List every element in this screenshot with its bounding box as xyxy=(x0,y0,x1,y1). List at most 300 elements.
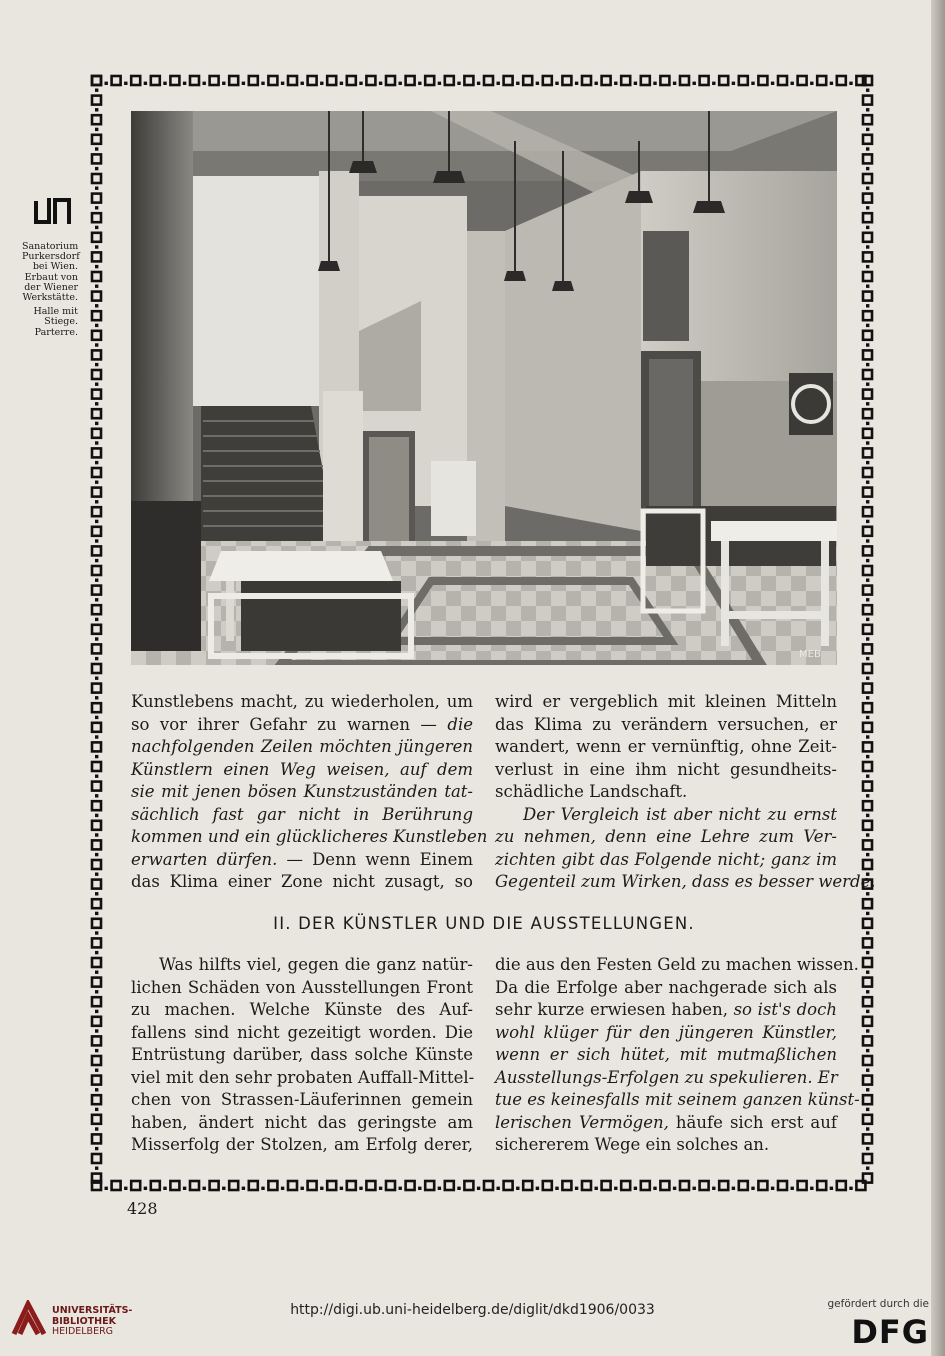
border-dot xyxy=(438,82,441,85)
border-dot xyxy=(418,1187,421,1190)
border-square xyxy=(445,1181,454,1190)
library-line: BIBLIOTHEK xyxy=(52,1315,116,1327)
border-square xyxy=(92,978,101,987)
border-square xyxy=(863,135,872,144)
text-line: zu nehmen, denn eine Lehre zum Ver- xyxy=(495,827,837,846)
border-square xyxy=(92,135,101,144)
border-square xyxy=(863,742,872,751)
caption-line: Purkersdorf xyxy=(22,251,80,263)
border-dot xyxy=(222,1187,225,1190)
border-dot xyxy=(95,304,98,307)
border-square xyxy=(92,194,101,203)
border-dot xyxy=(95,539,98,542)
border-dot xyxy=(866,716,869,719)
border-dot xyxy=(457,1187,460,1190)
border-dot xyxy=(866,853,869,856)
border-square xyxy=(543,76,552,85)
border-dot xyxy=(866,500,869,503)
border-square xyxy=(863,252,872,261)
border-dot xyxy=(379,1187,382,1190)
border-square xyxy=(386,1181,395,1190)
border-dot xyxy=(242,1187,245,1190)
border-square xyxy=(817,76,826,85)
border-square xyxy=(798,1181,807,1190)
border-dot xyxy=(866,1108,869,1111)
funded-by-label: gefördert durch die xyxy=(827,1298,929,1310)
border-square xyxy=(837,1181,846,1190)
border-square xyxy=(863,840,872,849)
border-dot xyxy=(866,971,869,974)
border-dot xyxy=(614,82,617,85)
border-square xyxy=(92,723,101,732)
border-dot xyxy=(95,1088,98,1091)
border-square xyxy=(92,448,101,457)
border-square xyxy=(863,1095,872,1104)
border-dot xyxy=(791,1187,794,1190)
border-dot xyxy=(866,265,869,268)
border-square xyxy=(92,96,101,105)
border-dot xyxy=(95,657,98,660)
border-square xyxy=(92,370,101,379)
border-square xyxy=(92,213,101,222)
border-dot xyxy=(866,206,869,209)
border-dot xyxy=(95,637,98,640)
border-square xyxy=(92,625,101,634)
border-square xyxy=(863,605,872,614)
border-dot xyxy=(830,82,833,85)
border-dot xyxy=(497,82,500,85)
border-dot xyxy=(866,383,869,386)
border-square xyxy=(92,507,101,516)
border-square xyxy=(92,252,101,261)
border-dot xyxy=(866,363,869,366)
border-dot xyxy=(281,82,284,85)
border-dot xyxy=(95,461,98,464)
text-line: wandert, wenn er vernünftig, ohne Zeit- xyxy=(495,737,837,756)
border-square xyxy=(92,958,101,967)
border-dot xyxy=(751,1187,754,1190)
border-square xyxy=(863,194,872,203)
text-line: viel mit den sehr probaten Auffall-Mittel- xyxy=(131,1067,475,1087)
border-square xyxy=(863,292,872,301)
border-dot xyxy=(95,716,98,719)
border-square xyxy=(863,644,872,653)
border-square xyxy=(92,115,101,124)
border-square xyxy=(406,1181,415,1190)
border-dot xyxy=(163,82,166,85)
border-square xyxy=(863,429,872,438)
border-square xyxy=(92,154,101,163)
border-dot xyxy=(866,245,869,248)
border-square xyxy=(464,1181,473,1190)
border-square xyxy=(190,1181,199,1190)
border-dot xyxy=(95,951,98,954)
border-dot xyxy=(95,265,98,268)
border-dot xyxy=(95,990,98,993)
border-square xyxy=(425,1181,434,1190)
border-dot xyxy=(516,82,519,85)
text-line: tue es keinesfalls mit seinem ganzen künst- xyxy=(495,1090,860,1109)
border-square xyxy=(863,919,872,928)
border-dot xyxy=(301,82,304,85)
text-line: sehr kurze erwiesen haben, so ist's doch xyxy=(495,1000,837,1019)
text-line: Der Vergleich ist aber nicht zu ernst xyxy=(523,804,837,824)
border-dot xyxy=(866,1088,869,1091)
border-dot xyxy=(866,598,869,601)
border-dot xyxy=(95,971,98,974)
border-dot xyxy=(866,1127,869,1130)
text-line: zu machen. Welche Künste des Auf- xyxy=(131,1000,473,1019)
border-dot xyxy=(95,1069,98,1072)
border-square xyxy=(92,546,101,555)
border-dot xyxy=(95,108,98,111)
border-dot xyxy=(95,285,98,288)
border-square xyxy=(170,1181,179,1190)
border-square xyxy=(700,1181,709,1190)
border-square xyxy=(190,76,199,85)
border-square xyxy=(92,174,101,183)
border-square xyxy=(863,331,872,340)
border-square xyxy=(863,664,872,673)
text-line: schädliche Landschaft. xyxy=(495,782,688,801)
border-square xyxy=(308,76,317,85)
border-dot xyxy=(497,1187,500,1190)
border-dot xyxy=(95,89,98,92)
border-dot xyxy=(95,324,98,327)
border-square xyxy=(484,1181,493,1190)
border-dot xyxy=(281,1187,284,1190)
border-dot xyxy=(124,82,127,85)
border-dot xyxy=(144,1187,147,1190)
border-square xyxy=(92,566,101,575)
border-dot xyxy=(673,82,676,85)
border-square xyxy=(863,448,872,457)
border-square xyxy=(660,1181,669,1190)
border-dot xyxy=(866,128,869,131)
border-dot xyxy=(95,579,98,582)
border-dot xyxy=(95,167,98,170)
border-dot xyxy=(866,285,869,288)
border-dot xyxy=(144,82,147,85)
caption-line: Werkstätte. xyxy=(22,292,78,304)
border-square xyxy=(863,978,872,987)
border-dot xyxy=(866,637,869,640)
border-square xyxy=(92,1095,101,1104)
border-square xyxy=(92,644,101,653)
border-dot xyxy=(866,618,869,621)
border-square xyxy=(229,76,238,85)
border-dot xyxy=(359,82,362,85)
border-dot xyxy=(866,1029,869,1032)
text-line: so vor ihrer Gefahr zu warnen — die xyxy=(131,714,473,734)
border-square xyxy=(778,1181,787,1190)
text-line: chen von Strassen-Läuferinnen gemein xyxy=(131,1090,473,1109)
border-dot xyxy=(791,82,794,85)
border-dot xyxy=(866,402,869,405)
caption-line: Stiege. xyxy=(44,316,78,328)
border-dot xyxy=(203,82,206,85)
border-square xyxy=(406,76,415,85)
border-square xyxy=(92,742,101,751)
border-square xyxy=(700,76,709,85)
border-square xyxy=(739,1181,748,1190)
border-dot xyxy=(536,82,539,85)
border-dot xyxy=(866,481,869,484)
border-square xyxy=(837,76,846,85)
border-dot xyxy=(242,82,245,85)
border-square xyxy=(92,1154,101,1163)
border-dot xyxy=(555,1187,558,1190)
border-square xyxy=(863,390,872,399)
border-square xyxy=(366,1181,375,1190)
border-square xyxy=(112,76,121,85)
border-square xyxy=(92,233,101,242)
border-square xyxy=(863,370,872,379)
border-square xyxy=(621,1181,630,1190)
border-dot xyxy=(95,363,98,366)
border-square xyxy=(288,76,297,85)
border-square xyxy=(229,1181,238,1190)
border-square xyxy=(621,76,630,85)
text-line: zichten gibt das Folgende nicht; ganz im xyxy=(495,849,837,869)
border-square xyxy=(863,115,872,124)
border-dot xyxy=(320,1187,323,1190)
text-line: nachfolgenden Zeilen möchten jüngeren xyxy=(131,737,473,756)
library-line: UNIVERSITÄTS- xyxy=(52,1305,133,1316)
border-square xyxy=(92,1115,101,1124)
border-dot xyxy=(536,1187,539,1190)
border-square xyxy=(131,76,140,85)
border-dot xyxy=(95,422,98,425)
border-square xyxy=(92,840,101,849)
border-square xyxy=(863,154,872,163)
border-dot xyxy=(95,481,98,484)
border-dot xyxy=(516,1187,519,1190)
border-square xyxy=(863,938,872,947)
border-square xyxy=(92,684,101,693)
border-square xyxy=(602,76,611,85)
border-dot xyxy=(673,1187,676,1190)
border-square xyxy=(758,76,767,85)
border-dot xyxy=(810,1187,813,1190)
border-square xyxy=(739,76,748,85)
border-square xyxy=(798,76,807,85)
border-dot xyxy=(95,873,98,876)
border-square xyxy=(562,76,571,85)
text-line: sächlich fast gar nicht in Berührung xyxy=(131,804,473,824)
border-dot xyxy=(203,1187,206,1190)
border-dot xyxy=(95,912,98,915)
border-dot xyxy=(634,1187,637,1190)
border-dot xyxy=(95,833,98,836)
border-square xyxy=(863,723,872,732)
border-square xyxy=(92,997,101,1006)
border-dot xyxy=(866,755,869,758)
border-square xyxy=(719,76,728,85)
border-square xyxy=(131,1181,140,1190)
border-square xyxy=(92,860,101,869)
border-dot xyxy=(340,82,343,85)
border-dot xyxy=(866,912,869,915)
border-square xyxy=(347,1181,356,1190)
border-dot xyxy=(866,892,869,895)
border-square xyxy=(92,782,101,791)
border-dot xyxy=(849,1187,852,1190)
text-line: fallens sind nicht gezeitigt worden. Die xyxy=(131,1022,473,1042)
border-square xyxy=(464,76,473,85)
border-dot xyxy=(457,82,460,85)
border-square xyxy=(170,76,179,85)
sanatorium-hall-photo xyxy=(131,111,837,665)
border-square xyxy=(863,1036,872,1045)
border-dot xyxy=(866,677,869,680)
border-dot xyxy=(105,1187,108,1190)
border-square xyxy=(151,76,160,85)
border-dot xyxy=(595,82,598,85)
border-dot xyxy=(95,441,98,444)
border-dot xyxy=(653,82,656,85)
border-square xyxy=(863,311,872,320)
border-dot xyxy=(95,853,98,856)
border-dot xyxy=(866,1069,869,1072)
text-line: erwarten dürfen. — Denn wenn Einem xyxy=(131,849,473,869)
border-square xyxy=(863,684,872,693)
border-dot xyxy=(222,82,225,85)
border-dot xyxy=(732,1187,735,1190)
text-line: das Klima zu verändern versuchen, er xyxy=(495,714,837,734)
section-heading: II. DER KÜNSTLER UND DIE AUSSTELLUNGEN. xyxy=(273,914,695,933)
border-square xyxy=(863,488,872,497)
border-dot xyxy=(95,383,98,386)
text-column-left-lower xyxy=(131,954,473,1157)
border-dot xyxy=(95,794,98,797)
border-square xyxy=(92,880,101,889)
border-square xyxy=(92,76,101,85)
border-square xyxy=(863,96,872,105)
caption-line: Parterre. xyxy=(34,326,78,338)
border-dot xyxy=(261,1187,264,1190)
border-dot xyxy=(95,1167,98,1170)
text-line: sichererem Wege ein solches an. xyxy=(495,1135,770,1154)
border-dot xyxy=(95,677,98,680)
text-column-right-lower xyxy=(495,954,860,1157)
border-dot xyxy=(575,82,578,85)
border-square xyxy=(268,76,277,85)
border-dot xyxy=(732,82,735,85)
border-square xyxy=(504,76,513,85)
border-dot xyxy=(379,82,382,85)
border-dot xyxy=(95,245,98,248)
digital-library-url[interactable]: http://digi.ub.uni-heidelberg.de/diglit/dkd1906/0033 xyxy=(290,1302,655,1318)
border-square xyxy=(92,409,101,418)
border-square xyxy=(602,1181,611,1190)
text-line: haben, ändert nicht das geringste am xyxy=(131,1112,473,1132)
border-dot xyxy=(555,82,558,85)
border-dot xyxy=(866,89,869,92)
border-square xyxy=(641,1181,650,1190)
text-line: lerischen Vermögen, häufe sich erst auf xyxy=(495,1112,838,1132)
border-dot xyxy=(634,82,637,85)
border-square xyxy=(112,1181,121,1190)
border-dot xyxy=(595,1187,598,1190)
border-dot xyxy=(866,461,869,464)
border-square xyxy=(863,782,872,791)
border-square xyxy=(92,1017,101,1026)
border-dot xyxy=(95,1049,98,1052)
border-dot xyxy=(95,500,98,503)
border-square xyxy=(863,566,872,575)
border-square xyxy=(863,546,872,555)
border-square xyxy=(863,174,872,183)
text-line: wird er vergeblich mit kleinen Mitteln xyxy=(495,692,837,711)
border-square xyxy=(523,1181,532,1190)
border-square xyxy=(92,1134,101,1143)
border-square xyxy=(680,1181,689,1190)
border-square xyxy=(151,1181,160,1190)
border-square xyxy=(92,292,101,301)
border-dot xyxy=(95,735,98,738)
border-dot xyxy=(866,579,869,582)
text-column-left xyxy=(131,691,488,894)
border-square xyxy=(863,1115,872,1124)
border-dot xyxy=(866,931,869,934)
border-square xyxy=(863,958,872,967)
border-square xyxy=(92,390,101,399)
border-dot xyxy=(866,735,869,738)
library-line: HEIDELBERG xyxy=(52,1326,114,1337)
border-square xyxy=(92,801,101,810)
border-square xyxy=(863,233,872,242)
border-square xyxy=(347,76,356,85)
border-dot xyxy=(95,931,98,934)
border-dot xyxy=(95,618,98,621)
border-square xyxy=(92,919,101,928)
caption-line: Erbaut von xyxy=(24,271,78,283)
border-square xyxy=(863,1017,872,1026)
border-square xyxy=(210,76,219,85)
border-square xyxy=(863,1056,872,1065)
border-square xyxy=(863,899,872,908)
border-dot xyxy=(95,206,98,209)
border-square xyxy=(582,76,591,85)
border-dot xyxy=(95,1147,98,1150)
border-dot xyxy=(95,1127,98,1130)
border-square xyxy=(92,899,101,908)
border-dot xyxy=(712,82,715,85)
caption-line: Sanatorium xyxy=(22,241,79,252)
border-square xyxy=(92,1056,101,1065)
border-square xyxy=(445,76,454,85)
border-square xyxy=(863,350,872,359)
border-square xyxy=(758,1181,767,1190)
border-square xyxy=(778,76,787,85)
border-square xyxy=(92,311,101,320)
border-dot xyxy=(95,1010,98,1013)
border-dot xyxy=(866,775,869,778)
border-dot xyxy=(95,755,98,758)
border-dot xyxy=(866,147,869,150)
border-dot xyxy=(95,343,98,346)
border-square xyxy=(863,703,872,712)
border-square xyxy=(543,1181,552,1190)
border-dot xyxy=(575,1187,578,1190)
border-dot xyxy=(95,892,98,895)
border-dot xyxy=(301,1187,304,1190)
border-dot xyxy=(830,1187,833,1190)
text-line: verlust in eine ihm nicht gesundheits- xyxy=(495,759,837,779)
border-square xyxy=(92,605,101,614)
border-dot xyxy=(95,559,98,562)
